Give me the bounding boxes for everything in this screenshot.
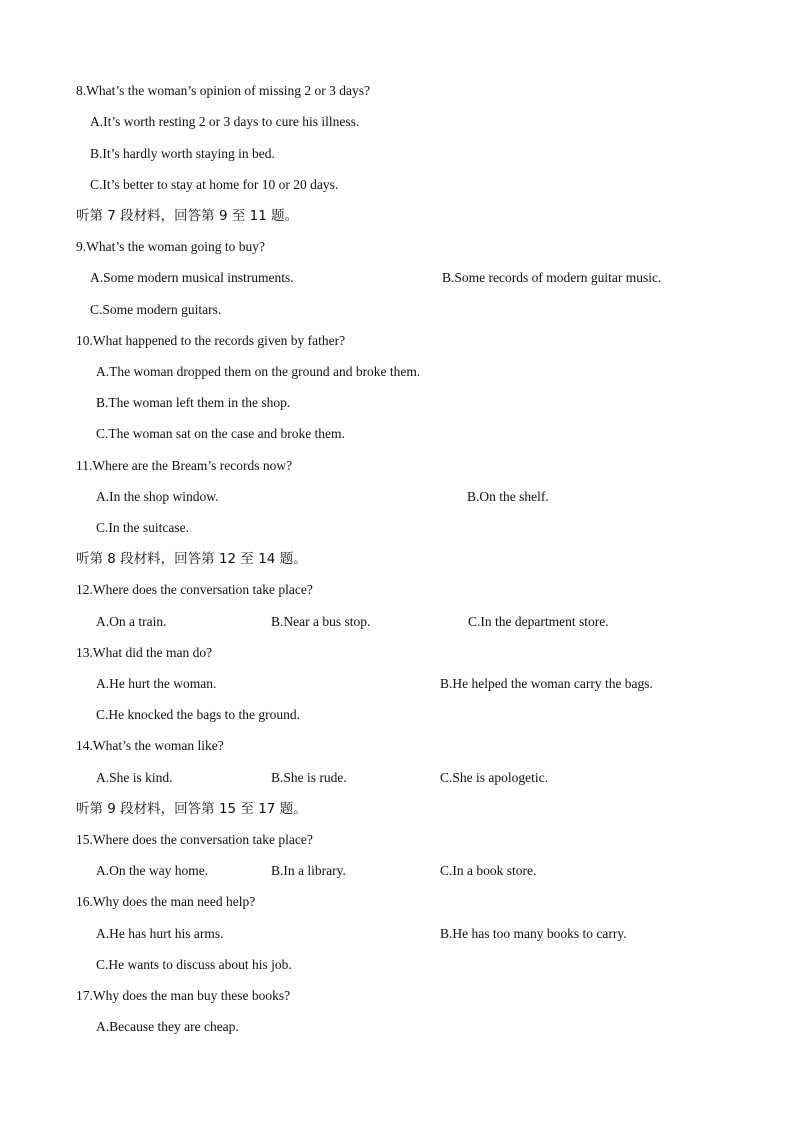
question-8: 8.What’s the woman’s opinion of missing 2 or 3 days? <box>76 83 370 98</box>
question-9-option-b: B.Some records of modern guitar music. <box>442 270 662 285</box>
question-14-option-b: B.She is rude. <box>271 770 347 785</box>
question-13-option-a: A.He hurt the woman. <box>96 676 217 691</box>
question-11-option-b: B.On the shelf. <box>467 489 549 504</box>
question-11-option-a: A.In the shop window. <box>96 489 219 504</box>
question-9-option-a: A.Some modern musical instruments. <box>90 270 294 285</box>
question-16: 16.Why does the man need help? <box>76 894 256 909</box>
question-17: 17.Why does the man buy these books? <box>76 988 291 1003</box>
question-14-option-c: C.She is apologetic. <box>440 770 548 785</box>
question-8-option-a: A.It’s worth resting 2 or 3 days to cure his illness. <box>90 114 360 129</box>
question-15-option-a: A.On the way home. <box>96 863 209 878</box>
question-16-option-b: B.He has too many books to carry. <box>440 926 627 941</box>
question-11: 11.Where are the Bream’s records now? <box>76 458 293 473</box>
question-8-option-c: C.It’s better to stay at home for 10 or 20 days. <box>90 177 339 192</box>
question-12: 12.Where does the conversation take place? <box>76 582 313 597</box>
question-12-option-c: C.In the department store. <box>468 614 609 629</box>
question-13-option-b: B.He helped the woman carry the bags. <box>440 676 653 691</box>
question-13: 13.What did the man do? <box>76 645 213 660</box>
question-9: 9.What’s the woman going to buy? <box>76 239 265 254</box>
question-8-option-b: B.It’s hardly worth staying in bed. <box>90 146 275 161</box>
question-14-option-a: A.She is kind. <box>96 770 173 785</box>
question-15-option-b: B.In a library. <box>271 863 346 878</box>
question-17-option-a: A.Because they are cheap. <box>96 1019 239 1034</box>
question-12-option-a: A.On a train. <box>96 614 167 629</box>
question-16-option-c: C.He wants to discuss about his job. <box>96 957 292 972</box>
section-heading-8: 听第 8 段材料，回答第 12 至 14 题。 <box>76 551 307 567</box>
question-12-option-b: B.Near a bus stop. <box>271 614 371 629</box>
question-16-option-a: A.He has hurt his arms. <box>96 926 224 941</box>
question-10-option-a: A.The woman dropped them on the ground and broke them. <box>96 364 421 379</box>
question-13-option-c: C.He knocked the bags to the ground. <box>96 707 300 722</box>
question-11-option-c: C.In the suitcase. <box>96 520 189 535</box>
section-heading-7: 听第 7 段材料，回答第 9 至 11 题。 <box>76 208 299 224</box>
question-10-option-c: C.The woman sat on the case and broke them. <box>96 426 345 441</box>
question-9-option-c: C.Some modern guitars. <box>90 302 222 317</box>
question-10: 10.What happened to the records given by father? <box>76 333 346 348</box>
section-heading-9: 听第 9 段材料，回答第 15 至 17 题。 <box>76 801 307 817</box>
question-15-option-c: C.In a book store. <box>440 863 537 878</box>
question-15: 15.Where does the conversation take place? <box>76 832 313 847</box>
question-10-option-b: B.The woman left them in the shop. <box>96 395 291 410</box>
question-14: 14.What’s the woman like? <box>76 738 224 753</box>
